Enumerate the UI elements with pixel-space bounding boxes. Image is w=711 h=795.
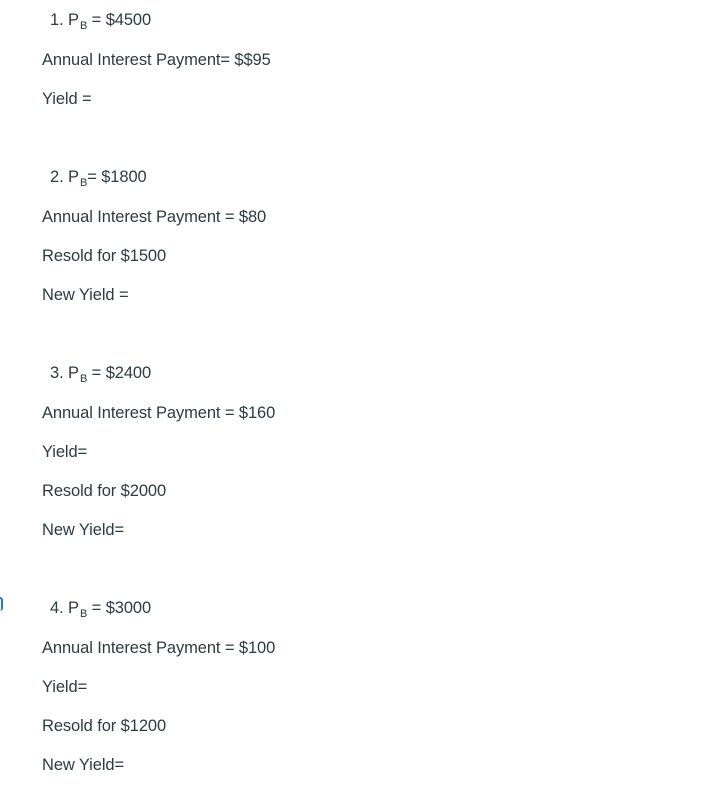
problem-2-resold-line: Resold for $1500 bbox=[42, 247, 167, 265]
left-edge-marker bbox=[0, 597, 3, 611]
problem-3-yield-line: Yield= bbox=[42, 443, 88, 461]
problem-3-resold-line: Resold for $2000 bbox=[42, 482, 167, 500]
pb-subscript: B bbox=[79, 608, 88, 620]
problem-4-resold-line: Resold for $1200 bbox=[42, 717, 167, 735]
problem-3-interest-line: Annual Interest Payment = $160 bbox=[42, 404, 276, 422]
problem-1-heading bbox=[50, 10, 151, 32]
pb-symbol: P bbox=[68, 364, 79, 382]
problem-2-interest-line: Annual Interest Payment = $80 bbox=[42, 208, 267, 226]
problem-4-yield-line: Yield= bbox=[42, 678, 88, 696]
pb-value: = $3000 bbox=[87, 599, 152, 617]
problem-4-interest-line: Annual Interest Payment = $100 bbox=[42, 639, 276, 657]
problem-1-interest-line: Annual Interest Payment= $$95 bbox=[42, 51, 271, 69]
problem-number: 2. bbox=[50, 168, 64, 186]
pb-subscript: B bbox=[79, 177, 88, 189]
problem-number: 3. bbox=[50, 364, 64, 382]
pb-symbol: P bbox=[68, 599, 79, 617]
problem-2-heading bbox=[50, 167, 147, 189]
pb-value: = $4500 bbox=[87, 11, 152, 29]
problem-number: 1. bbox=[50, 11, 64, 29]
problem-4-heading bbox=[50, 598, 151, 620]
problem-3-heading bbox=[50, 363, 151, 385]
problem-3-new-yield-line: New Yield= bbox=[42, 521, 125, 539]
problem-2-new-yield-line: New Yield = bbox=[42, 286, 129, 304]
problem-number: 4. bbox=[50, 599, 64, 617]
pb-subscript: B bbox=[79, 20, 88, 32]
pb-symbol: P bbox=[68, 168, 79, 186]
pb-value: = $1800 bbox=[87, 168, 147, 186]
pb-value: = $2400 bbox=[87, 364, 152, 382]
pb-subscript: B bbox=[79, 373, 88, 385]
problem-1-yield-line: Yield = bbox=[42, 90, 92, 108]
problem-4-new-yield-line: New Yield= bbox=[42, 756, 125, 774]
pb-symbol: P bbox=[68, 11, 79, 29]
